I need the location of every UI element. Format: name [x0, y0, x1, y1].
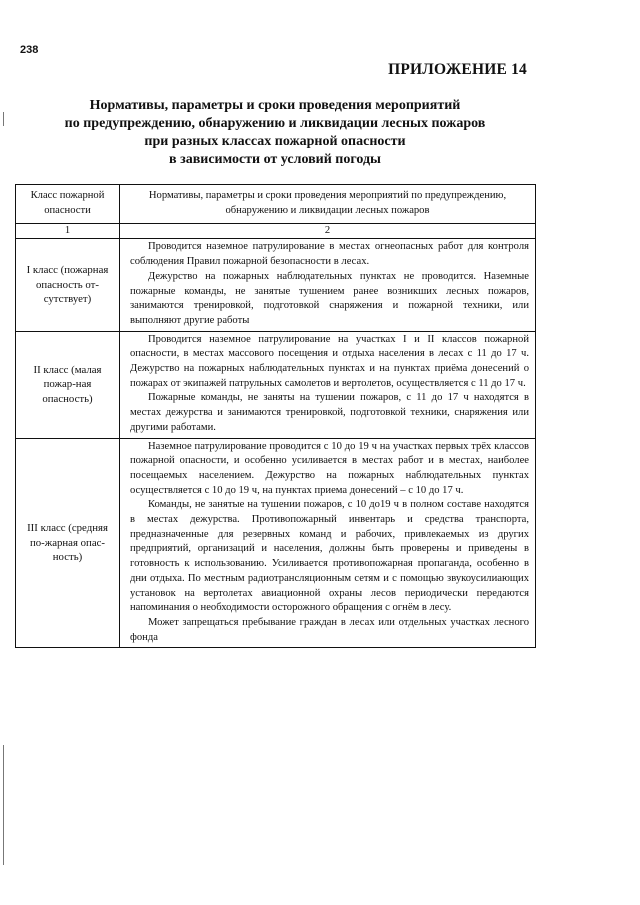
measures-paragraph: Может запрещаться пребывание граждан в лесах или отдельных участках лесного фонда — [130, 616, 529, 643]
header-class-cell: Класс пожарной опасности — [16, 185, 120, 224]
appendix-label: ПРИЛОЖЕНИЕ 14 — [388, 61, 527, 78]
title-line: по предупреждению, обнаружению и ликвидации лесных пожаров — [64, 116, 486, 131]
measures-cell — [120, 239, 536, 331]
measures-cell — [120, 438, 536, 648]
table-row — [16, 239, 536, 331]
measures-paragraph: Команды, не занятые на тушении пожаров, с 10 до19 ч в полном составе находятся в местах дежурства. Противопожарный инвентарь и средства транспорта, предназначенные для резервных команд и рабочих, привлекаемых из других предприятий, организаций и населения, должны быть проверены и приведены в готовность к использованию. Усиливается противопожарная пропаганда, особенно в дни отдыха. По местным радиотрансляционным сетям и с помощью звукоусилиающих установок на вертолетах авиационной охраны лесов периодически передаются напоминания о необходимости осторожного обращения с огнём в лесу. — [130, 499, 529, 614]
margin-mark-bottom — [3, 745, 4, 865]
class-cell: I класс (пожарная опасность от-сутствует) — [16, 239, 120, 331]
table-row — [16, 438, 536, 648]
class-cell: II класс (малая пожар-ная опасность) — [16, 331, 120, 438]
title-line: Нормативы, параметры и сроки проведения мероприятий — [89, 98, 461, 113]
title-line: в зависимости от условий погоды — [169, 152, 381, 167]
document-title — [30, 97, 520, 169]
norms-table — [15, 184, 536, 648]
measures-paragraph: Проводится наземное патрулирование в местах огнеопасных работ для контроля соблюдения Правил пожарной безопасности в лесах. — [130, 241, 529, 268]
page-number: 238 — [20, 44, 39, 56]
header-norms-cell: Нормативы, параметры и сроки проведения мероприятий по предупреждению, обнаружению и ликвидации лесных пожаров — [120, 185, 536, 224]
measures-cell — [120, 331, 536, 438]
column-number-1: 1 — [16, 224, 120, 239]
table-header-row — [16, 185, 536, 224]
margin-mark-top — [3, 112, 4, 126]
table-row — [16, 331, 536, 438]
measures-paragraph: Дежурство на пожарных наблюдательных пунктах не проводится. Наземные пожарные команды, не занятые тушением ранее возникших лесных пожаров, занимаются тренировкой, подготовкой снаряжения и пожарной техники, или выполняют другие работы — [130, 270, 529, 326]
measures-paragraph: Проводится наземное патрулирование на участках I и II классов пожарной опасности, в местах массового посещения и отдыха населения в лесах с 11 до 17 ч. Дежурство на пожарных наблюдательных пунктах и на пунктах приёма донесений о пожарах от экипажей патрульных самолетов и вертолетов, осуществляется с 11 до 17 ч. — [130, 333, 529, 389]
title-line: при разных классах пожарной опасности — [144, 134, 406, 149]
measures-paragraph: Пожарные команды, не заняты на тушении пожаров, с 11 до 17 ч находятся в местах дежурства и занимаются тренировкой, подготовкой техники, снаряжения или другими работами. — [130, 392, 529, 433]
column-number-row — [16, 224, 536, 239]
class-cell: III класс (средняя по-жарная опас-ность) — [16, 438, 120, 648]
column-number-2: 2 — [120, 224, 536, 239]
measures-paragraph: Наземное патрулирование проводится с 10 до 19 ч на участках первых трёх классов пожарной опасности, и особенно усиливается в местах работ и в местах, наиболее посещаемых населением. Дежурство на пожарных наблюдательных пунктах осуществляется с 10 до 19 ч, на пунктах приема донесений – с 10 до 17 ч. — [130, 440, 529, 496]
